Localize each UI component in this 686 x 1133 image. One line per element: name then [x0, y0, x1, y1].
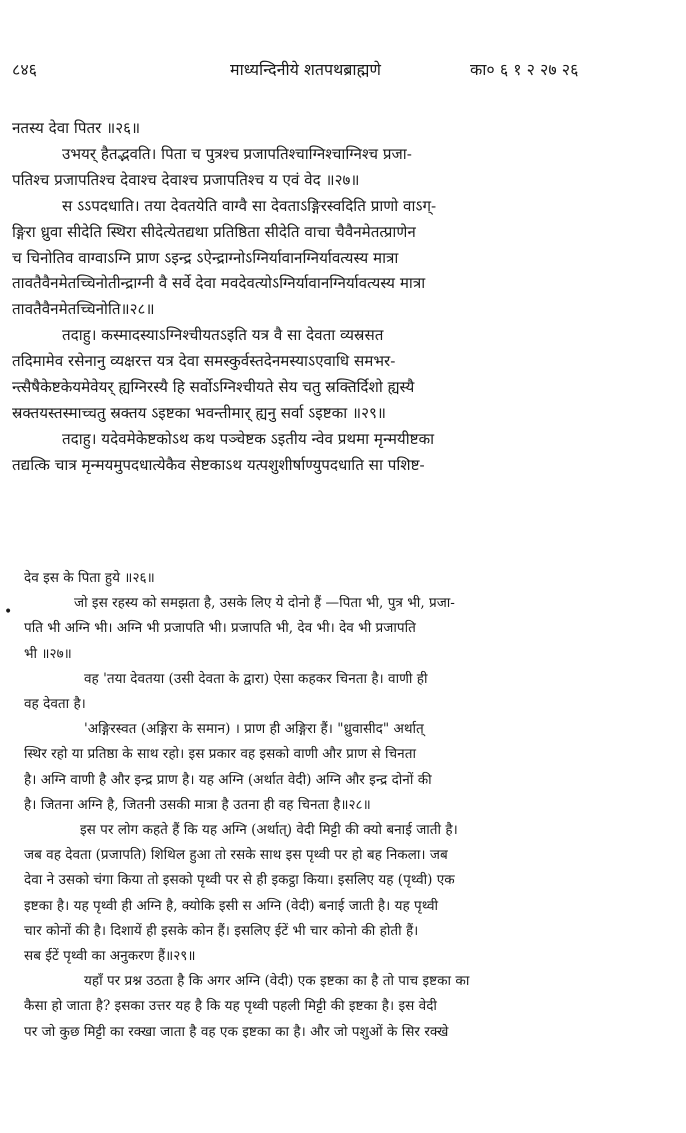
sanskrit-line: तावतैवैनमेतच्चिनोति॥२८॥: [12, 300, 155, 319]
hindi-line: वह 'तया देवतया (उसी देवता के द्वारा) ऐसा कहकर चिनता है। वाणी ही: [84, 670, 428, 687]
hindi-line: भी ॥२७॥: [24, 645, 72, 662]
sanskrit-line: तदाहु। कस्मादस्याऽग्निश्चीयतऽइति यत्र वै सा देवता व्यस्रसत: [62, 326, 384, 345]
hindi-line: इस पर लोग कहते हैं कि यह अग्नि (अर्थात्) वेदी मिट्टी की क्यो बनाई जाती है।: [80, 822, 458, 839]
sanskrit-line: न्त्सैषैकेष्टकेयमेवेयर् ह्यग्निरस्यै हि सर्वोऽग्निश्चीयते सेय चतु स्रक्तिर्दिशो ह्यस्यै: [12, 378, 415, 397]
sanskrit-line: च चिनोतिव वाग्वाऽग्नि प्राण ऽइन्द्र ऽऐन्द्राग्नोऽग्निर्यावानग्निर्यावत्यस्य मात्रा: [12, 248, 399, 267]
hindi-line: पति भी अग्नि भी। अग्नि भी प्रजापति भी। प्रजापति भी, देव भी। देव भी प्रजापति: [24, 620, 416, 637]
hindi-line: है। अग्नि वाणी है और इन्द्र प्राण है। यह अग्नि (अर्थात वेदी) अग्नि और इन्द्र दोनों की: [24, 771, 432, 788]
sanskrit-line: पतिश्च प्रजापतिश्च देवाश्च देवाश्च प्रजापतिश्च य एवं वेद ॥२७॥: [12, 170, 360, 189]
sanskrit-line: तदाहु। यदेवमेकेष्टकोऽथ कथ पञ्चेष्टक ऽइतीय न्वेव प्रथमा मृन्मयीष्टका: [62, 429, 435, 448]
section-reference: का० ६ १ २ २७ २६: [470, 60, 579, 79]
hindi-translation-block: [24, 566, 674, 1045]
hindi-line: यहाँ पर प्रश्न उठता है कि अगर अग्नि (वेदी) एक इष्टका का है तो पाच इष्टका का: [84, 973, 470, 990]
sanskrit-text-block: [12, 116, 674, 479]
hindi-line: पर जो कुछ मिट्टी का रक्खा जाता है वह एक इष्टका का है। और जो पशुओं के सिर रक्खे: [24, 1023, 449, 1040]
sanskrit-line: स ऽऽपदधाति। तया देवतयेति वाग्वै सा देवताऽङ्गिरस्वदिति प्राणो वाऽग्-: [62, 196, 437, 215]
sanskrit-line: नतस्य देवा पितर ॥२६॥: [12, 119, 141, 137]
sanskrit-line: उभयर् हैतद्भवति। पिता च पुत्रश्च प्रजापतिश्चाग्निश्चाग्निश्च प्रजा-: [62, 144, 412, 163]
hindi-line: स्थिर रहो या प्रतिष्ठा के साथ रहो। इस प्रकार वह इसको वाणी और प्राण से चिनता: [24, 746, 416, 763]
page-header: [0, 58, 686, 88]
sanskrit-line: तदिमामेव रसेनानु व्यक्षरत्त यत्र देवा समस्कुर्वस्तदेनमस्याऽएवाधि समभर-: [12, 352, 396, 371]
hindi-line: चार कोनों की है। दिशायें ही इसके कोन हैं। इसलिए ईटें भी चार कोनो की होती हैं।: [24, 922, 419, 939]
running-title: माध्यन्दिनीये शतपथब्राह्मणे: [230, 60, 381, 79]
sanskrit-line: स्रक्तयस्तस्माच्चतु स्रक्तय ऽइष्टका भवन्तीमार् ह्यनु सर्वा ऽइष्टका ॥२९॥: [12, 403, 387, 422]
hindi-line: कैसा हो जाता है? इसका उत्तर यह है कि यह पृथ्वी पहली मिट्टी की इष्टका है। इस वेदी: [24, 998, 437, 1015]
hindi-line: जो इस रहस्य को समझता है, उसके लिए ये दोनो हैं —पिता भी, पुत्र भी, प्रजा-: [74, 595, 455, 612]
sanskrit-line: तद्यत्कि चात्र मृन्मयमुपदधात्येकैव सेष्टकाऽथ यत्पशुशीर्षाण्युपदधाति सा पशिष्ट-: [12, 455, 425, 474]
hindi-line: देवा ने उसको चंगा किया तो इसको पृथ्वी पर से ही इकट्ठा किया। इसलिए यह (पृथ्वी) एक: [24, 872, 455, 889]
hindi-line: इष्टका है। यह पृथ्वी ही अग्नि है, क्योकि इसी स अग्नि (वेदी) बनाई जाती है। यह पृथ्वी: [24, 897, 439, 914]
hindi-line: जब वह देवता (प्रजापति) शिथिल हुआ तो रसके साथ इस पृथ्वी पर हो बह निकला। जब: [24, 847, 448, 864]
sanskrit-line: ङ्गिरा ध्रुवा सीदेति स्थिरा सीदेत्येतद्यथा प्रतिष्ठिता सीदेति वाचा चैवैनमेतत्प्राणेन: [12, 222, 416, 241]
page-number: ८४६: [12, 60, 37, 79]
margin-bullet: •: [4, 604, 13, 620]
sanskrit-line: तावतैवैनमेतच्चिनोतीन्द्राग्नी वै सर्वे देवा मवदेवत्योऽग्निर्यावानग्निर्यावत्यस्य मात्रा: [12, 274, 426, 293]
hindi-line: 'अङ्गिरस्वत (अङ्गिरा के समान) । प्राण ही अङ्गिरा हैं। "ध्रुवासीद" अर्थात्: [84, 721, 424, 738]
hindi-line: सब ईटें पृथ्वी का अनुकरण हैं॥२९॥: [24, 948, 196, 965]
hindi-line: देव इस के पिता हुये ॥२६॥: [24, 570, 155, 586]
hindi-line: वह देवता है।: [24, 696, 86, 713]
hindi-line: है। जितना अग्नि है, जितनी उसकी मात्रा है उतना ही वह चिनता है॥२८॥: [24, 796, 371, 813]
